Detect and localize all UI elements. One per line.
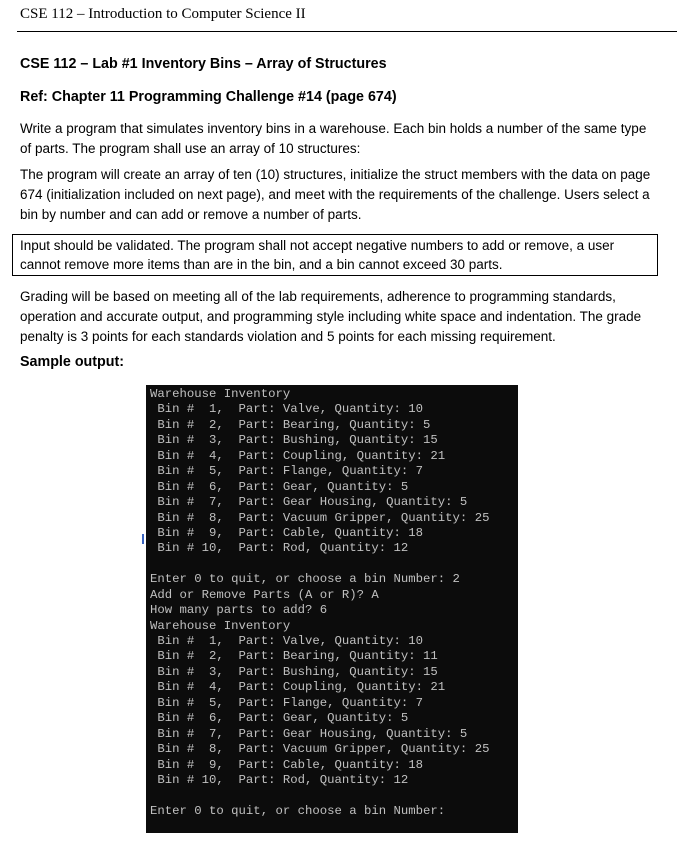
console-line [150, 557, 518, 572]
console-line: Bin # 1, Part: Valve, Quantity: 10 [150, 402, 424, 417]
console-line: Bin # 8, Part: Vacuum Gripper, Quantity: 25 [150, 510, 490, 525]
console-line: Bin # 9, Part: Cable, Quantity: 18 [150, 525, 424, 540]
grading-paragraph: Grading will be based on meeting all of the lab requirements, adherence to programming standards, operation and accurate output, and programming style including white space and indentation. The grade penalty is 3 points for each standards violation and 5 points for each missing requirement. [20, 289, 642, 344]
console-line: Warehouse Inventory [150, 387, 291, 401]
console-line: Bin # 3, Part: Bushing, Quantity: 15 [150, 664, 438, 679]
header-divider [17, 31, 677, 32]
console-line: Bin # 3, Part: Bushing, Quantity: 15 [150, 433, 438, 448]
console-line: Bin # 7, Part: Gear Housing, Quantity: 5 [150, 726, 468, 741]
console-output [146, 385, 518, 833]
console-line: Bin # 4, Part: Coupling, Quantity: 21 [150, 680, 446, 695]
details-paragraph: The program will create an array of ten (10) structures, initialize the struct members with the data on page 674 (initialization included on next page), and meet with the requirements of the challenge. Users select a bin by number and can add or remove a number of parts. [20, 167, 651, 222]
console-line: Bin # 9, Part: Cable, Quantity: 18 [150, 757, 424, 772]
console-line: Bin # 5, Part: Flange, Quantity: 7 [150, 695, 424, 710]
console-line [150, 788, 518, 803]
console-line: Bin # 6, Part: Gear, Quantity: 5 [150, 711, 409, 726]
console-line: How many parts to add? 6 [150, 603, 328, 618]
console-line: Bin # 2, Part: Bearing, Quantity: 11 [150, 649, 438, 664]
console-line: Bin # 4, Part: Coupling, Quantity: 21 [150, 448, 446, 463]
lab-reference: Ref: Chapter 11 Programming Challenge #14 (page 674) [20, 89, 397, 105]
console-line: Add or Remove Parts (A or R)? A [150, 587, 379, 602]
console-line: Bin # 5, Part: Flange, Quantity: 7 [150, 464, 424, 479]
console-line: Enter 0 to quit, or choose a bin Number: 2 [150, 572, 460, 587]
validation-box: Input should be validated. The program shall not accept negative numbers to add or remove, a user cannot remove more items than are in the bin, and a bin cannot exceed 30 parts. [12, 234, 658, 276]
sample-output-label: Sample output: [20, 354, 125, 370]
console-line: Warehouse Inventory [150, 618, 291, 633]
page-header: CSE 112 – Introduction to Computer Science II [20, 6, 306, 22]
console-line: Bin # 10, Part: Rod, Quantity: 12 [150, 772, 409, 787]
console-line: Enter 0 to quit, or choose a bin Number: [150, 803, 446, 818]
console-line: Bin # 6, Part: Gear, Quantity: 5 [150, 479, 409, 494]
console-line: Bin # 10, Part: Rod, Quantity: 12 [150, 541, 409, 556]
intro-paragraph: Write a program that simulates inventory bins in a warehouse. Each bin holds a number of the same type of parts. The program shall use an array of 10 structures: [20, 121, 647, 156]
lab-title: CSE 112 – Lab #1 Inventory Bins – Array of Structures [20, 56, 387, 72]
console-line: Bin # 2, Part: Bearing, Quantity: 5 [150, 417, 431, 432]
console-line: Bin # 8, Part: Vacuum Gripper, Quantity: 25 [150, 742, 490, 757]
console-line: Bin # 1, Part: Valve, Quantity: 10 [150, 634, 424, 648]
text-cursor-marker [142, 534, 144, 544]
console-line: Bin # 7, Part: Gear Housing, Quantity: 5 [150, 495, 468, 510]
